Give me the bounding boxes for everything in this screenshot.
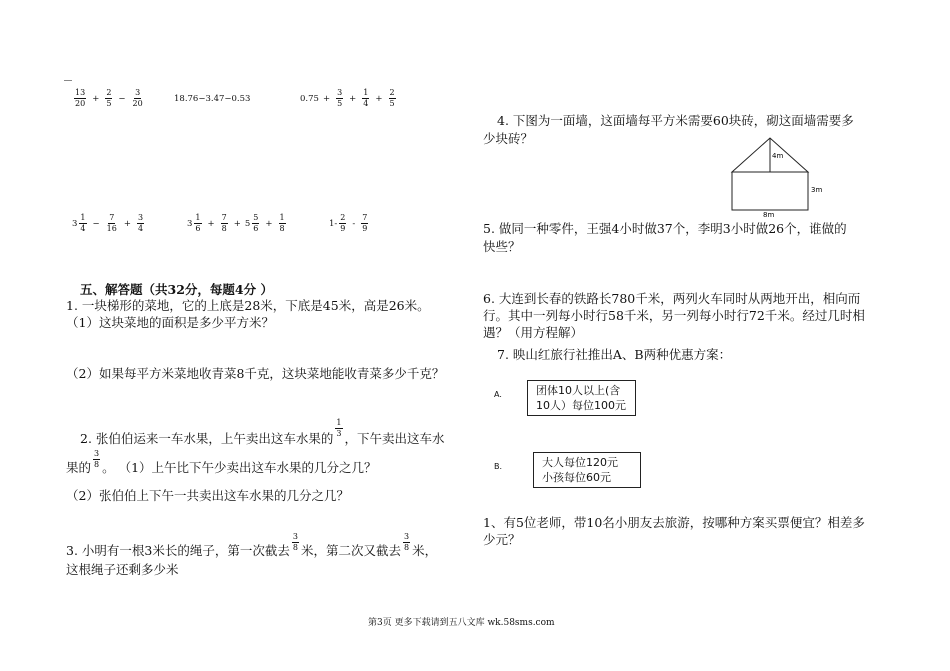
question-5-line-1: 5. 做同一种零件，王强4小时做37个，李明3小时做26个，谁做的 — [483, 221, 847, 236]
plan-b-line-2: 小孩每位60元 — [542, 471, 611, 484]
question-2-line-1: 2. 张伯伯运来一车水果，上午卖出这车水果的 $\frac{1}{3}$ ，下午卖出这车水 — [80, 418, 445, 446]
question-7-sub-1-line-2: 少元？ — [483, 532, 521, 547]
question-3-line-1: 3. 小明有一根3米长的绳子，第一次截去 $\frac{3}{8}$ 米，第二次又截去 $\frac{3}{8}$ 米， — [66, 532, 438, 558]
question-5-line-2: 快些？ — [483, 239, 521, 254]
plan-a-label: A. — [494, 390, 502, 399]
section-title: 五、解答题（共32分，每题4分 ） — [80, 282, 273, 297]
plan-a-line-2: 10人）每位100元 — [536, 399, 626, 412]
plan-b-label: B. — [494, 462, 503, 471]
plan-a-line-1: 团体10人以上(含 — [536, 384, 621, 397]
question-4-line-2: 少块砖？ — [483, 131, 534, 146]
question-6-line-3: 遇？（用方程解） — [483, 325, 584, 340]
wall-diagram — [720, 136, 825, 218]
question-1-sub-2: （2）如果每平方米菜地收青菜8千克，这块菜地能收青菜多少千克？ — [66, 366, 445, 381]
question-2-sub-2: （2）张伯伯上下午一共卖出这车水果的几分之几？ — [66, 488, 349, 503]
bottom-label: 8m — [763, 211, 775, 218]
height-label: 4m — [772, 152, 784, 160]
plan-a-box — [527, 380, 636, 416]
question-6-line-1: 6. 大连到长春的铁路长780千米，两列火车同时从两地开出，相向而 — [483, 291, 861, 306]
question-2-line-2: 果的 $\frac{3}{8}$ 。 （1）上午比下午少卖出这车水果的几分之几？ — [66, 449, 377, 475]
corner-mark — [64, 80, 72, 81]
calc-expression-3: 0.75 + $\frac{3}{5}$ + $\frac{1}{4}$ + $\frac{2}{5}$ — [300, 88, 395, 108]
question-7: 7. 映山红旅行社推出A、B两种优惠方案： — [497, 347, 732, 362]
question-6-line-2: 行。其中一列每小时行58千米，另一列每小时行72千米。经过几时相 — [483, 308, 865, 323]
question-3-line-2: 这根绳子还剩多少米 — [66, 562, 179, 577]
plan-b-line-1: 大人每位120元 — [542, 456, 618, 469]
page-footer: 第3页 更多下载请到五八文库 wk.58sms.com — [368, 618, 555, 628]
plan-b-box — [533, 452, 641, 488]
side-label: 3m — [811, 186, 823, 194]
calc-expression-1: $\frac{13}{20}$ + $\frac{2}{5}$ − $\frac{3}{20}$ — [75, 88, 143, 108]
question-4-line-1: 4. 下图为一面墙，这面墙每平方米需要60块砖，砌这面墙需要多 — [497, 113, 854, 128]
calc-expression-2: 18.76−3.47−0.53 — [174, 94, 251, 104]
question-1-sub-1: （1）这块菜地的面积是多少平方米？ — [66, 315, 274, 330]
question-1: 1. 一块梯形的菜地，它的上底是28米，下底是45米，高是26米。 — [66, 298, 430, 313]
calc-expression-5: 3 $\frac{1}{6}$ + $\frac{7}{8}$ + 5 $\frac{5}{6}$ + $\frac{1}{8}$ — [187, 213, 285, 233]
calc-expression-4: 3 $\frac{1}{4}$ − $\frac{7}{16}$ + $\frac{3}{4}$ — [72, 213, 144, 233]
calc-expression-6: 1- $\frac{2}{9}$ - $\frac{7}{9}$ — [329, 213, 368, 233]
question-7-sub-1-line-1: 1、有5位老师，带10名小朋友去旅游，按哪种方案买票便宜？相差多 — [483, 515, 865, 530]
